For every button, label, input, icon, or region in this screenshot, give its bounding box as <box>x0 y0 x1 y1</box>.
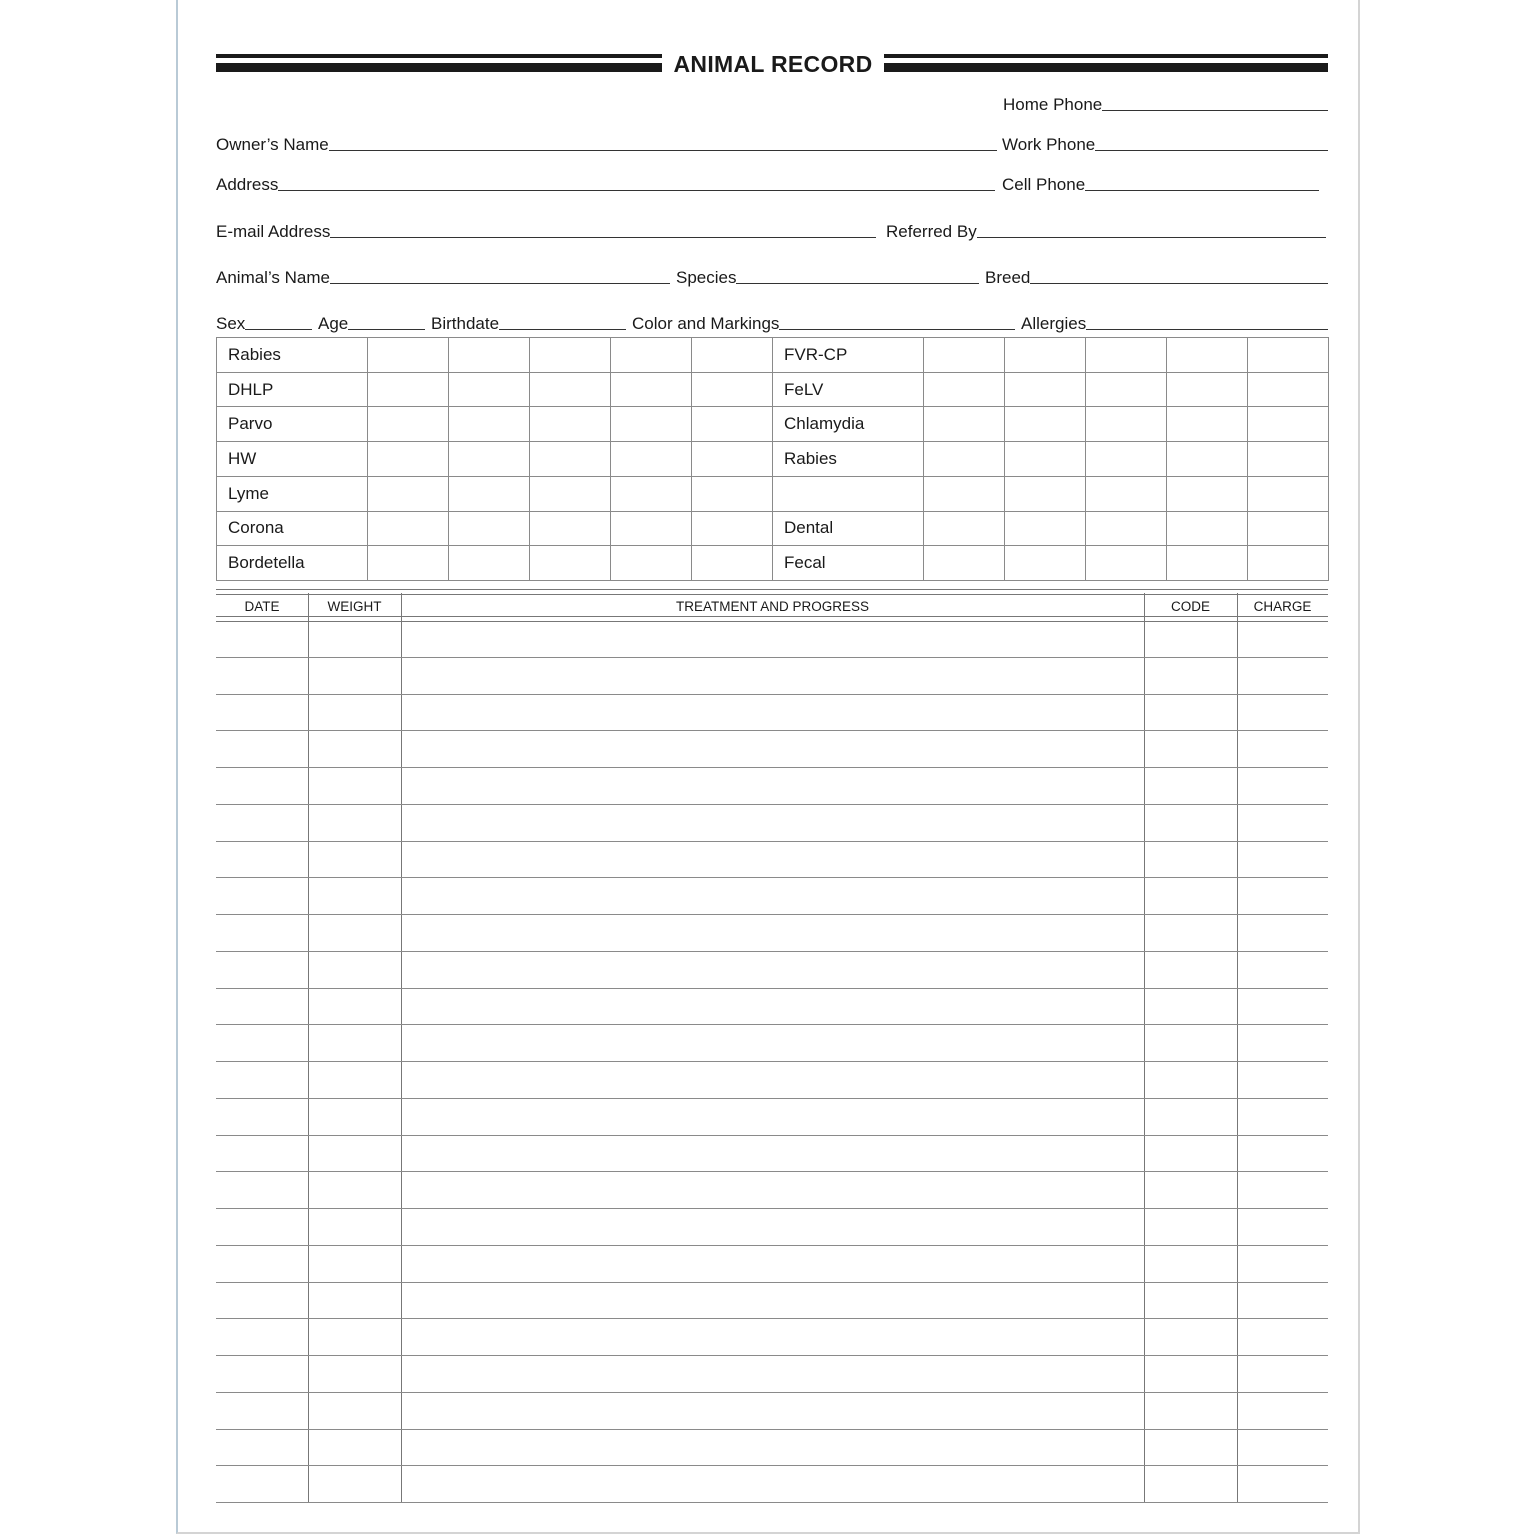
vaccine-label-right: FeLV <box>773 372 924 407</box>
title-rule-right <box>884 52 1328 74</box>
vaccine-label-left: DHLP <box>217 372 368 407</box>
birthdate-field[interactable] <box>431 311 626 333</box>
vaccine-label-left: Parvo <box>217 407 368 442</box>
vaccine-date-cell[interactable] <box>449 511 530 546</box>
owners-name-label: Owner’s Name <box>216 135 329 154</box>
vaccine-date-cell[interactable] <box>692 511 773 546</box>
animals-name-line[interactable] <box>330 282 670 284</box>
vaccine-date-cell[interactable] <box>611 442 692 477</box>
vaccine-date-cell[interactable] <box>692 546 773 581</box>
vaccine-date-cell[interactable] <box>1248 338 1329 373</box>
vaccine-date-cell[interactable] <box>1167 546 1248 581</box>
log-row-line[interactable] <box>216 1245 1328 1246</box>
cell-phone-line[interactable] <box>1085 189 1319 191</box>
log-row-line[interactable] <box>216 841 1328 842</box>
animals-name-label: Animal’s Name <box>216 268 331 287</box>
log-row-line[interactable] <box>216 1061 1328 1062</box>
email-label: E-mail Address <box>216 222 331 241</box>
vaccine-date-cell[interactable] <box>1005 407 1086 442</box>
vaccine-date-cell[interactable] <box>1086 372 1167 407</box>
vaccine-label-left: Rabies <box>217 338 368 373</box>
log-header-code: CODE <box>1170 599 1210 614</box>
vaccine-date-cell[interactable] <box>611 407 692 442</box>
vaccine-date-cell[interactable] <box>924 511 1005 546</box>
log-row-line[interactable] <box>216 1502 1328 1503</box>
log-row-line[interactable] <box>216 1355 1328 1356</box>
breed-field[interactable] <box>985 265 1328 287</box>
vaccine-date-cell[interactable] <box>692 476 773 511</box>
vaccine-label-left: Bordetella <box>217 546 368 581</box>
vaccine-date-cell[interactable] <box>1167 407 1248 442</box>
log-row-line[interactable] <box>216 730 1328 731</box>
vaccine-date-cell[interactable] <box>1005 338 1086 373</box>
treatment-log <box>216 589 1328 1503</box>
home-phone-label: Home Phone <box>1003 95 1103 114</box>
vaccine-date-cell[interactable] <box>368 546 449 581</box>
vaccine-date-cell[interactable] <box>611 511 692 546</box>
age-line[interactable] <box>348 328 425 330</box>
vaccine-date-cell[interactable] <box>692 442 773 477</box>
animals-name-field[interactable] <box>216 265 670 287</box>
log-header-weight: WEIGHT <box>327 599 382 614</box>
vaccine-row <box>217 372 1329 407</box>
vaccine-date-cell[interactable] <box>924 338 1005 373</box>
vaccine-date-cell[interactable] <box>1086 546 1167 581</box>
home-phone-line[interactable] <box>1102 109 1328 111</box>
referred-by-label: Referred By <box>886 222 977 241</box>
log-row-line[interactable] <box>216 1024 1328 1025</box>
log-row-line[interactable] <box>216 657 1328 658</box>
log-header-date: DATE <box>244 599 280 614</box>
vaccine-date-cell[interactable] <box>692 338 773 373</box>
log-row-line[interactable] <box>216 914 1328 915</box>
vaccine-date-cell[interactable] <box>1248 442 1329 477</box>
vaccine-label-left: HW <box>217 442 368 477</box>
vaccine-date-cell[interactable] <box>449 476 530 511</box>
vaccine-row <box>217 476 1329 511</box>
vaccine-date-cell[interactable] <box>368 476 449 511</box>
vaccine-date-cell[interactable] <box>1086 511 1167 546</box>
vaccine-date-cell[interactable] <box>1167 338 1248 373</box>
owners-name-line[interactable] <box>329 149 997 151</box>
vaccine-date-cell[interactable] <box>611 546 692 581</box>
log-row-line[interactable] <box>216 1318 1328 1319</box>
email-field[interactable] <box>216 219 876 241</box>
vaccine-date-cell[interactable] <box>449 372 530 407</box>
address-label: Address <box>216 175 279 194</box>
vaccine-date-cell[interactable] <box>924 372 1005 407</box>
vaccine-date-cell[interactable] <box>449 338 530 373</box>
vaccine-date-cell[interactable] <box>1086 338 1167 373</box>
log-row-line[interactable] <box>216 694 1328 695</box>
address-field[interactable] <box>216 172 995 194</box>
vaccine-date-cell[interactable] <box>449 442 530 477</box>
vaccine-date-cell[interactable] <box>1248 407 1329 442</box>
log-header-treatment: TREATMENT AND PROGRESS <box>675 599 870 614</box>
vaccine-date-cell[interactable] <box>530 546 611 581</box>
referred-by-field[interactable] <box>886 219 1326 241</box>
vaccine-date-cell[interactable] <box>1005 511 1086 546</box>
vaccine-label-right: Fecal <box>773 546 924 581</box>
vaccine-date-cell[interactable] <box>530 407 611 442</box>
log-row-line[interactable] <box>216 951 1328 952</box>
log-row-line[interactable] <box>216 767 1328 768</box>
log-header-rule <box>216 616 1328 622</box>
vaccine-date-cell[interactable] <box>530 338 611 373</box>
vaccine-date-cell[interactable] <box>1086 442 1167 477</box>
vaccine-date-cell[interactable] <box>368 442 449 477</box>
work-phone-field[interactable] <box>1002 132 1328 154</box>
vaccine-row <box>217 546 1329 581</box>
home-phone-field[interactable] <box>1003 92 1328 114</box>
birthdate-label: Birthdate <box>431 314 500 333</box>
log-row-line[interactable] <box>216 1208 1328 1209</box>
species-label: Species <box>676 268 737 287</box>
email-line[interactable] <box>330 236 876 238</box>
work-phone-line[interactable] <box>1095 149 1328 151</box>
allergies-label: Allergies <box>1021 314 1087 333</box>
vaccine-date-cell[interactable] <box>1248 546 1329 581</box>
vaccine-date-cell[interactable] <box>1167 372 1248 407</box>
vaccine-date-cell[interactable] <box>530 372 611 407</box>
vaccine-date-cell[interactable] <box>611 476 692 511</box>
log-row-line[interactable] <box>216 877 1328 878</box>
vaccine-label-right: Rabies <box>773 442 924 477</box>
log-row-line[interactable] <box>216 1135 1328 1136</box>
cell-phone-field[interactable] <box>1002 172 1319 194</box>
allergies-field[interactable] <box>1021 311 1328 333</box>
vaccine-date-cell[interactable] <box>530 442 611 477</box>
log-row-line[interactable] <box>216 1465 1328 1466</box>
vaccine-label-left: Lyme <box>217 476 368 511</box>
log-row-line[interactable] <box>216 1171 1328 1172</box>
log-row-line[interactable] <box>216 1098 1328 1099</box>
title-banner <box>216 52 1328 76</box>
log-row-line[interactable] <box>216 1392 1328 1393</box>
vaccine-date-cell[interactable] <box>1005 442 1086 477</box>
vaccine-date-cell[interactable] <box>1005 372 1086 407</box>
color-markings-label: Color and Markings <box>632 314 780 333</box>
vaccine-date-cell[interactable] <box>924 442 1005 477</box>
vaccine-date-cell[interactable] <box>611 372 692 407</box>
title-rule-left <box>216 52 662 74</box>
form-title: ANIMAL RECORD <box>673 51 873 77</box>
birthdate-line[interactable] <box>499 328 626 330</box>
cell-phone-label: Cell Phone <box>1002 175 1086 194</box>
vaccine-date-cell[interactable] <box>692 407 773 442</box>
allergies-line[interactable] <box>1086 328 1328 330</box>
sex-field[interactable] <box>216 311 312 333</box>
log-row-line[interactable] <box>216 804 1328 805</box>
color-markings-field[interactable] <box>632 311 1015 333</box>
vaccine-date-cell[interactable] <box>449 546 530 581</box>
sex-label: Sex <box>216 314 246 333</box>
species-line[interactable] <box>736 282 979 284</box>
vaccine-date-cell[interactable] <box>530 511 611 546</box>
vaccine-row <box>217 407 1329 442</box>
vaccine-date-cell[interactable] <box>530 476 611 511</box>
vaccine-date-cell[interactable] <box>924 546 1005 581</box>
vaccine-date-cell[interactable] <box>1086 476 1167 511</box>
vaccine-label-right: FVR-CP <box>773 338 924 373</box>
vaccine-date-cell[interactable] <box>1167 442 1248 477</box>
sex-line[interactable] <box>245 328 312 330</box>
vaccine-date-cell[interactable] <box>1167 511 1248 546</box>
referred-by-line[interactable] <box>977 236 1326 238</box>
log-header-charge: CHARGE <box>1253 599 1312 614</box>
vaccine-date-cell[interactable] <box>692 372 773 407</box>
age-field[interactable] <box>318 311 425 333</box>
age-label: Age <box>318 314 349 333</box>
vaccine-date-cell[interactable] <box>1005 546 1086 581</box>
log-row-line[interactable] <box>216 988 1328 989</box>
vaccine-date-cell[interactable] <box>924 407 1005 442</box>
vaccine-date-cell[interactable] <box>1005 476 1086 511</box>
log-row-line[interactable] <box>216 1429 1328 1430</box>
breed-line[interactable] <box>1030 282 1328 284</box>
vaccine-date-cell[interactable] <box>924 476 1005 511</box>
color-markings-line[interactable] <box>779 328 1015 330</box>
vaccine-date-cell[interactable] <box>1248 476 1329 511</box>
vaccine-date-cell[interactable] <box>368 372 449 407</box>
species-field[interactable] <box>676 265 979 287</box>
vaccine-date-cell[interactable] <box>449 407 530 442</box>
vaccine-date-cell[interactable] <box>368 407 449 442</box>
vaccine-label-right: Chlamydia <box>773 407 924 442</box>
vaccine-date-cell[interactable] <box>611 338 692 373</box>
vaccine-date-cell[interactable] <box>368 338 449 373</box>
work-phone-label: Work Phone <box>1002 135 1096 154</box>
vaccine-label-left: Corona <box>217 511 368 546</box>
log-row-line[interactable] <box>216 1282 1328 1283</box>
vaccine-label-right <box>773 476 924 511</box>
address-line[interactable] <box>278 189 995 191</box>
vaccine-date-cell[interactable] <box>1248 372 1329 407</box>
vaccine-row <box>217 511 1329 546</box>
vaccine-date-cell[interactable] <box>1248 511 1329 546</box>
vaccine-date-cell[interactable] <box>368 511 449 546</box>
vaccine-row <box>217 442 1329 477</box>
vaccine-label-right: Dental <box>773 511 924 546</box>
breed-label: Breed <box>985 268 1031 287</box>
owners-name-field[interactable] <box>216 132 997 154</box>
vaccine-date-cell[interactable] <box>1086 407 1167 442</box>
vaccination-grid <box>216 337 1329 581</box>
vaccine-date-cell[interactable] <box>1167 476 1248 511</box>
vaccine-row <box>217 338 1329 373</box>
